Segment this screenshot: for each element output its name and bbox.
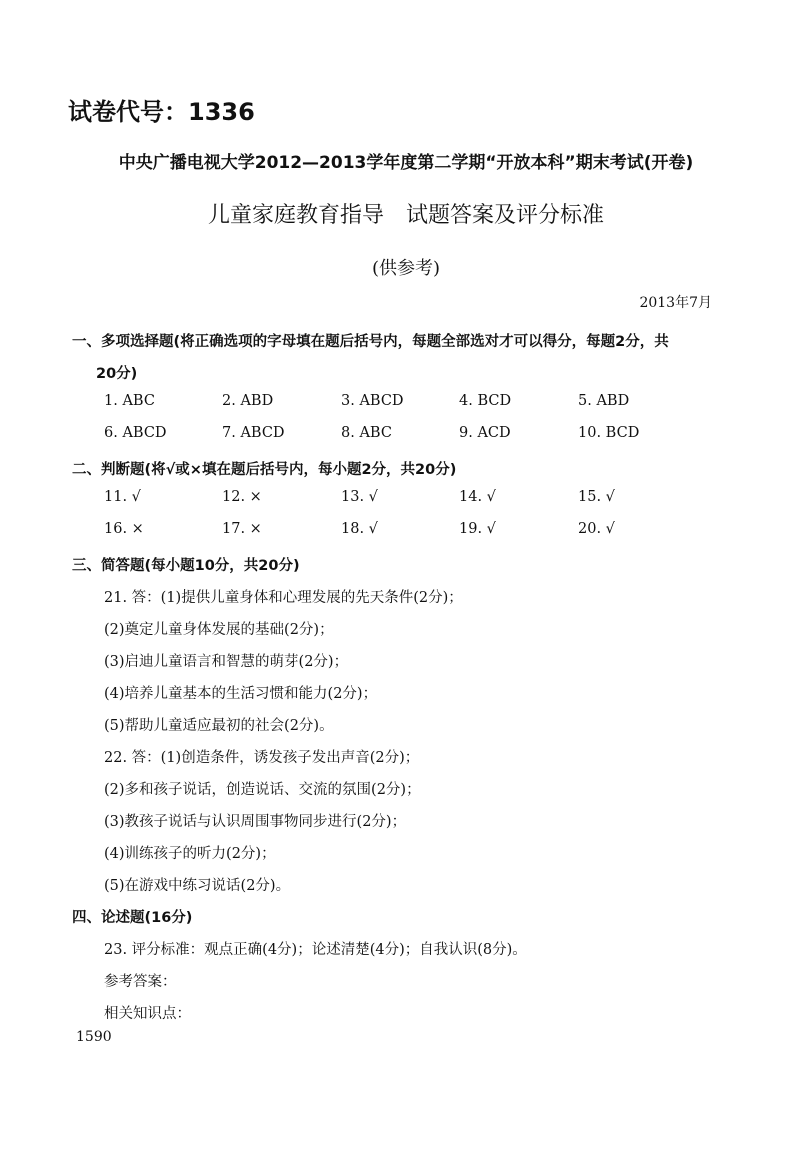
answer-line: 相关知识点： — [104, 1006, 191, 1022]
answer-item: 9. ACD — [459, 425, 511, 441]
section-heading-true-false: 二、判断题(将√或×填在题后括号内，每小题2分，共20分) — [72, 462, 457, 478]
answer-item: 1. ABC — [104, 393, 155, 409]
reference-note: (供参考) — [371, 258, 441, 279]
answer-line: (3)教孩子说话与认识周围事物同步进行(2分)； — [104, 814, 407, 830]
answer-item: 7. ABCD — [222, 425, 285, 441]
answer-line: 21. 答：(1)提供儿童身体和心理发展的先天条件(2分)； — [104, 590, 463, 606]
answer-item: 13. √ — [341, 489, 378, 505]
answer-item: 17. × — [222, 521, 262, 537]
section-heading-short-answer: 三、简答题(每小题10分，共20分) — [72, 558, 300, 574]
answer-item: 8. ABC — [341, 425, 392, 441]
paper-code: 试卷代号：1336 — [68, 98, 255, 126]
answer-line: (2)多和孩子说话，创造说话、交流的氛围(2分)； — [104, 782, 421, 798]
answer-item: 11. √ — [104, 489, 141, 505]
answer-item: 12. × — [222, 489, 262, 505]
answer-item: 10. BCD — [578, 425, 640, 441]
answer-item: 4. BCD — [459, 393, 512, 409]
answer-item: 16. × — [104, 521, 144, 537]
exam-header-line: 中央广播电视大学2012—2013学年度第二学期“开放本科”期末考试(开卷) — [118, 153, 694, 173]
answer-line: (3)启迪儿童语言和智慧的萌芽(2分)； — [104, 654, 349, 670]
exam-date: 2013年7月 — [639, 295, 712, 311]
answer-item: 3. ABCD — [341, 393, 404, 409]
answer-line: (4)训练孩子的听力(2分)； — [104, 846, 276, 862]
answer-item: 19. √ — [459, 521, 496, 537]
answer-line: (4)培养儿童基本的生活习惯和能力(2分)； — [104, 686, 378, 702]
answer-item: 5. ABD — [578, 393, 630, 409]
section-heading-essay: 四、论述题(16分) — [72, 910, 193, 926]
answer-line: (2)奠定儿童身体发展的基础(2分)； — [104, 622, 334, 638]
answer-line: 23. 评分标准：观点正确(4分)；论述清楚(4分)；自我认识(8分)。 — [104, 942, 527, 958]
answer-item: 2. ABD — [222, 393, 274, 409]
answer-item: 20. √ — [578, 521, 615, 537]
answer-line: 参考答案： — [104, 974, 177, 990]
answer-line: (5)帮助儿童适应最初的社会(2分)。 — [104, 718, 334, 734]
answer-item: 15. √ — [578, 489, 615, 505]
answer-item: 14. √ — [459, 489, 496, 505]
answer-line: 22. 答：(1)创造条件，诱发孩子发出声音(2分)； — [104, 750, 420, 766]
section-heading-multiple-choice: 一、多项选择题(将正确选项的字母填在题后括号内，每题全部选对才可以得分，每题2分，共 — [72, 334, 669, 350]
answer-item: 18. √ — [341, 521, 378, 537]
page-number: 1590 — [76, 1029, 112, 1045]
section-heading-multiple-choice-cont: 20分) — [96, 366, 138, 382]
answer-item: 6. ABCD — [104, 425, 167, 441]
answer-line: (5)在游戏中练习说话(2分)。 — [104, 878, 291, 894]
document-title: 儿童家庭教育指导 试题答案及评分标准 — [207, 203, 604, 228]
